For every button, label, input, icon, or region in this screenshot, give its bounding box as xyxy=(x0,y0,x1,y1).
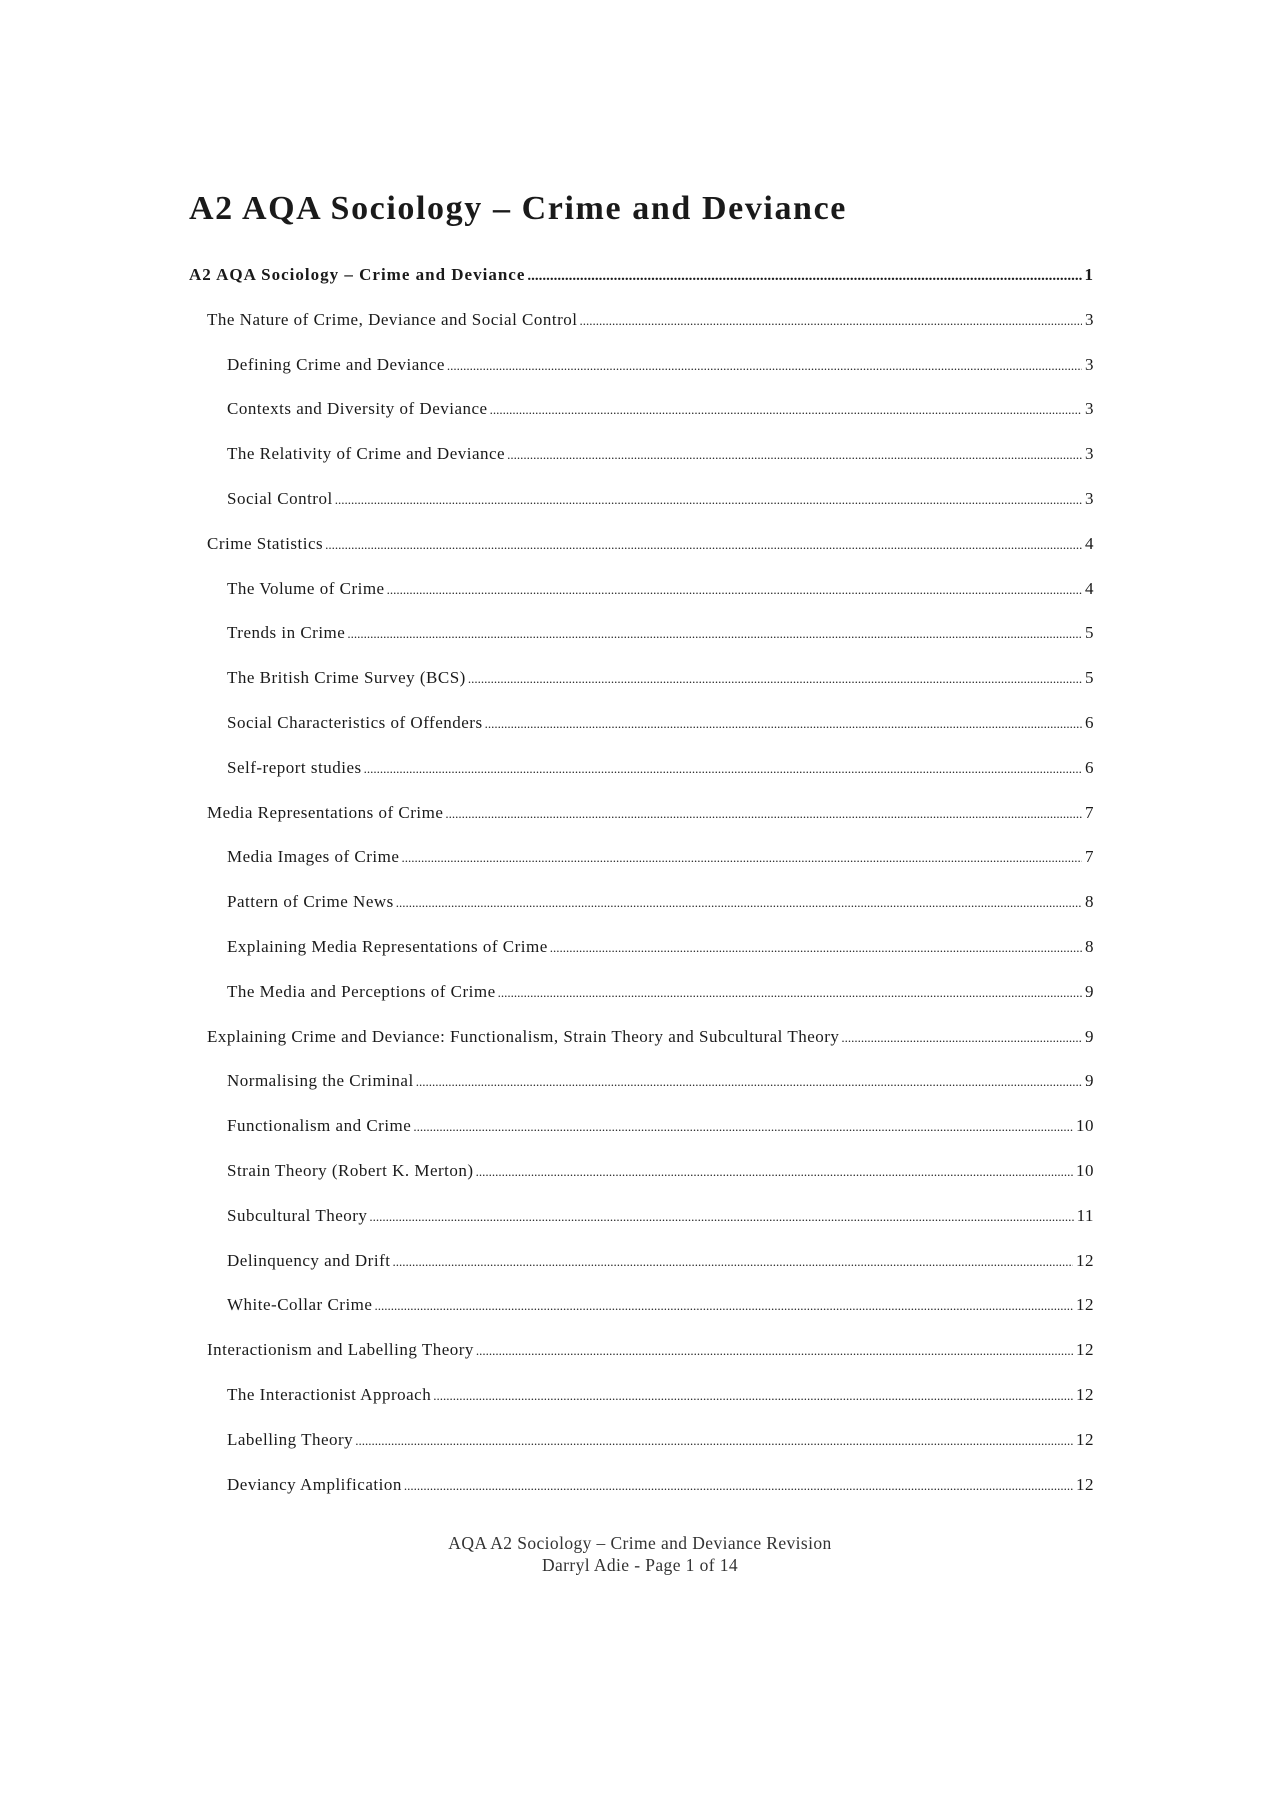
toc-page-number: 5 xyxy=(1085,668,1094,688)
toc-dot-leader xyxy=(325,534,1082,554)
toc-dot-leader xyxy=(507,444,1082,464)
toc-entry-text: Social Characteristics of Offenders xyxy=(227,712,483,732)
toc-dot-leader xyxy=(841,1027,1082,1047)
toc-entry[interactable] xyxy=(189,803,1094,848)
toc-page-number: 4 xyxy=(1085,533,1094,553)
toc-page-number: 4 xyxy=(1085,578,1094,598)
toc-page-number: 5 xyxy=(1085,623,1094,643)
toc-page-number: 3 xyxy=(1085,444,1094,464)
toc-entry-text: Media Images of Crime xyxy=(227,847,400,867)
toc-dot-leader xyxy=(476,1340,1073,1360)
toc-entry[interactable] xyxy=(189,982,1094,1027)
toc-entry-text: The Volume of Crime xyxy=(227,578,385,598)
toc-dot-leader xyxy=(396,892,1082,912)
toc-page-number: 12 xyxy=(1076,1429,1094,1449)
toc-entry[interactable] xyxy=(189,1385,1094,1430)
toc-entry-text: Media Representations of Crime xyxy=(207,802,444,822)
toc-entry-text: Explaining Media Representations of Crime xyxy=(227,936,548,956)
toc-entry[interactable] xyxy=(189,937,1094,982)
toc-entry-text: Subcultural Theory xyxy=(227,1205,368,1225)
toc-dot-leader xyxy=(347,623,1082,643)
toc-entry[interactable] xyxy=(189,534,1094,579)
toc-dot-leader xyxy=(468,668,1082,688)
toc-entry-text: The British Crime Survey (BCS) xyxy=(227,668,466,688)
toc-dot-leader xyxy=(490,399,1082,419)
toc-dot-leader xyxy=(550,937,1082,957)
toc-dot-leader xyxy=(374,1295,1073,1315)
toc-entry[interactable] xyxy=(189,713,1094,758)
toc-page-number: 3 xyxy=(1085,399,1094,419)
toc-entry-text: Normalising the Criminal xyxy=(227,1071,414,1091)
toc-page-number: 12 xyxy=(1076,1474,1094,1494)
toc-entry-text: Trends in Crime xyxy=(227,623,346,643)
toc-dot-leader xyxy=(445,803,1082,823)
table-of-contents xyxy=(189,265,1094,1519)
toc-page-number: 6 xyxy=(1085,712,1094,732)
toc-entry[interactable] xyxy=(189,623,1094,668)
toc-entry[interactable] xyxy=(189,1027,1094,1072)
footer-line-2: Darryl Adie - Page 1 of 14 xyxy=(541,1555,739,1575)
toc-entry-text: Contexts and Diversity of Deviance xyxy=(227,399,488,419)
toc-entry[interactable] xyxy=(189,1206,1094,1251)
toc-dot-leader xyxy=(447,355,1082,375)
toc-entry[interactable] xyxy=(189,1475,1094,1520)
toc-dot-leader xyxy=(401,847,1082,867)
toc-entry[interactable] xyxy=(189,265,1094,310)
toc-entry-text: Crime Statistics xyxy=(207,533,324,553)
toc-entry-text: Pattern of Crime News xyxy=(227,892,394,912)
toc-page-number: 12 xyxy=(1076,1384,1094,1404)
toc-page-number: 6 xyxy=(1085,757,1094,777)
toc-entry-text: Explaining Crime and Deviance: Functionalism, Strain Theory and Subcultural Theory xyxy=(207,1026,840,1046)
toc-page-number: 7 xyxy=(1085,802,1094,822)
toc-entry[interactable] xyxy=(189,758,1094,803)
toc-dot-leader xyxy=(498,982,1082,1002)
toc-page-number: 12 xyxy=(1076,1295,1094,1315)
toc-dot-leader xyxy=(413,1116,1073,1136)
toc-page-number: 8 xyxy=(1085,936,1094,956)
toc-entry[interactable] xyxy=(189,399,1094,444)
toc-page-number: 3 xyxy=(1085,309,1094,329)
toc-page-number: 8 xyxy=(1085,892,1094,912)
toc-dot-leader xyxy=(369,1206,1073,1226)
toc-dot-leader xyxy=(580,310,1083,330)
toc-entry-text: Strain Theory (Robert K. Merton) xyxy=(227,1160,474,1180)
toc-entry[interactable] xyxy=(189,310,1094,355)
toc-entry[interactable] xyxy=(189,1161,1094,1206)
toc-entry-text: White-Collar Crime xyxy=(227,1295,373,1315)
toc-entry[interactable] xyxy=(189,892,1094,937)
toc-page-number: 12 xyxy=(1076,1250,1094,1270)
toc-entry[interactable] xyxy=(189,1430,1094,1475)
toc-entry[interactable] xyxy=(189,1251,1094,1296)
toc-dot-leader xyxy=(527,265,1081,285)
toc-page-number: 12 xyxy=(1076,1340,1094,1360)
toc-entry-text: Functionalism and Crime xyxy=(227,1116,412,1136)
toc-entry-text: Interactionism and Labelling Theory xyxy=(207,1340,474,1360)
toc-dot-leader xyxy=(404,1475,1073,1495)
toc-entry-text: The Interactionist Approach xyxy=(227,1384,432,1404)
toc-entry[interactable] xyxy=(189,1340,1094,1385)
toc-entry-text: The Nature of Crime, Deviance and Social Control xyxy=(207,309,578,329)
toc-entry-text: Labelling Theory xyxy=(227,1429,354,1449)
toc-dot-leader xyxy=(335,489,1082,509)
toc-entry[interactable] xyxy=(189,489,1094,534)
toc-dot-leader xyxy=(433,1385,1073,1405)
document-title: A2 AQA Sociology – Crime and Deviance xyxy=(189,190,847,227)
footer-line-1: AQA A2 Sociology – Crime and Deviance Revision xyxy=(448,1533,832,1553)
toc-page-number: 3 xyxy=(1085,488,1094,508)
toc-entry-text: The Relativity of Crime and Deviance xyxy=(227,444,506,464)
toc-entry-text: Social Control xyxy=(227,488,333,508)
toc-entry-text: Deviancy Amplification xyxy=(227,1474,402,1494)
toc-entry-text: The Media and Perceptions of Crime xyxy=(227,981,496,1001)
toc-page-number: 11 xyxy=(1076,1205,1094,1225)
toc-dot-leader xyxy=(485,713,1082,733)
toc-page-number: 9 xyxy=(1085,1026,1094,1046)
toc-page-number: 3 xyxy=(1085,354,1094,374)
toc-dot-leader xyxy=(416,1071,1082,1091)
toc-entry[interactable] xyxy=(189,1071,1094,1116)
toc-dot-leader xyxy=(355,1430,1073,1450)
toc-dot-leader xyxy=(364,758,1082,778)
toc-entry-text: A2 AQA Sociology – Crime and Deviance xyxy=(189,265,526,284)
toc-page-number: 10 xyxy=(1076,1160,1094,1180)
toc-entry[interactable] xyxy=(189,579,1094,624)
toc-page-number: 7 xyxy=(1085,847,1094,867)
toc-page-number: 10 xyxy=(1076,1116,1094,1136)
toc-entry-text: Delinquency and Drift xyxy=(227,1250,391,1270)
toc-dot-leader xyxy=(392,1251,1073,1271)
toc-entry-text: Defining Crime and Deviance xyxy=(227,354,445,374)
toc-dot-leader xyxy=(476,1161,1073,1181)
toc-entry[interactable] xyxy=(189,444,1094,489)
toc-entry[interactable] xyxy=(189,668,1094,713)
toc-entry[interactable] xyxy=(189,847,1094,892)
toc-page-number: 9 xyxy=(1085,981,1094,1001)
toc-dot-leader xyxy=(387,579,1082,599)
toc-entry[interactable] xyxy=(189,1295,1094,1340)
toc-page-number: 1 xyxy=(1084,265,1094,284)
toc-entry-text: Self-report studies xyxy=(227,757,362,777)
toc-page-number: 9 xyxy=(1085,1071,1094,1091)
toc-entry[interactable] xyxy=(189,355,1094,400)
toc-entry[interactable] xyxy=(189,1116,1094,1161)
page-footer xyxy=(0,1532,1280,1576)
